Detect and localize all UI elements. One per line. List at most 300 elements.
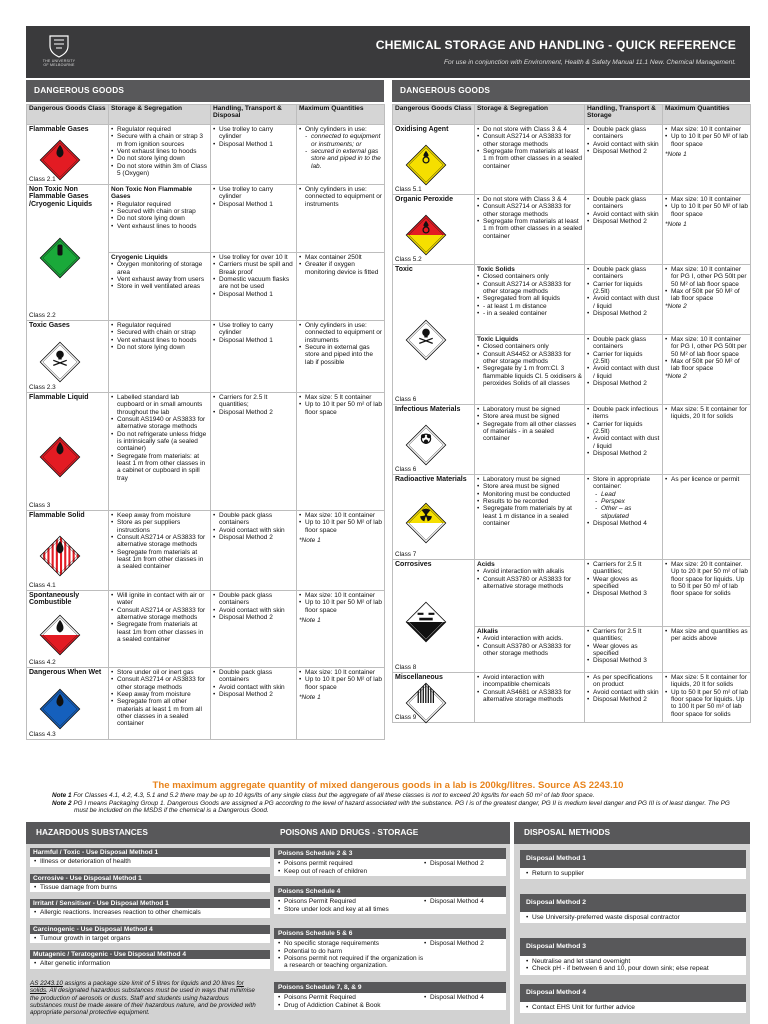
class-name: Spontaneously Combustible (29, 592, 80, 607)
table-cell (663, 560, 751, 627)
list-item: • Will ignite in contact with air or water (111, 592, 208, 607)
table-row (27, 125, 385, 185)
list-item: • Consult AS2714 or AS3833 for other storage methods (477, 133, 582, 148)
class-cell (27, 591, 109, 668)
class-name: Toxic Gases (29, 322, 70, 329)
bullet-list (587, 126, 660, 155)
list-item: • Illness or deterioration of health (34, 858, 278, 865)
poison-item (274, 928, 506, 971)
list-item: • Consult AS3780 or AS3833 for alternative storage methods (477, 576, 582, 591)
spontaneously-combustible-diamond (39, 614, 81, 656)
flammable-gas-diamond (39, 139, 81, 181)
table-row (27, 668, 385, 740)
list-item: - secured in external gas store and piped in to the lab. (305, 148, 382, 170)
list-item: • Secured with chain or strap (111, 329, 208, 336)
list-item: • Do not store within 3m of Class 5 (Oxygen) (111, 163, 208, 178)
list-item: • Double pack glass containers (587, 336, 660, 351)
table-cell (475, 475, 585, 560)
footnotes (52, 792, 742, 815)
list-item: • Consult AS4452 or AS3833 for other storage methods (477, 351, 582, 366)
list-item: • Store as per suppliers instructions (111, 519, 208, 534)
bullet-list (111, 322, 208, 351)
bullet-list (477, 568, 582, 590)
bullet-list (213, 512, 294, 541)
table-cell (211, 668, 297, 740)
poison-item-body (274, 939, 506, 970)
disposal-method-body (520, 868, 746, 879)
bullet-list (213, 394, 294, 416)
list-item: • Avoid contact with dust / liquid (587, 435, 660, 450)
disposal-ref (424, 994, 484, 1001)
list-item: - connected to equipment or instruments; or (305, 133, 382, 148)
list-item: • Segregate by 1 m from:Cl. 3 flammable liquids Cl. 5 oxidisers & peroxides Solids of all classes (477, 365, 582, 387)
list-item: • Avoid contact with skin (587, 689, 660, 696)
hazard-item-title: Carcinogenic - Use Disposal Method 4 (30, 925, 281, 934)
list-item: • Store area must be signed (477, 483, 582, 490)
poison-item (274, 886, 506, 914)
column-header: Handling, Transport & Disposal (211, 105, 297, 125)
class-name: Dangerous When Wet (29, 669, 102, 676)
list-item: • Double pack glass containers (213, 592, 294, 607)
hazard-item-body (30, 883, 281, 892)
table-cell (211, 511, 297, 591)
hazard-item-body (30, 959, 281, 968)
list-item: • Vent exhaust lines to hoods (111, 337, 208, 344)
list-item: • Results to be recorded (477, 498, 582, 505)
column-header: Maximum Quantities (663, 105, 751, 125)
as2243-link[interactable]: AS 2243.10 (30, 980, 63, 987)
column-header: Storage & Segregation (109, 105, 211, 125)
list-item: • Neutralise and let stand overnight (526, 958, 742, 965)
hazard-item (30, 925, 281, 944)
bullet-list (665, 196, 748, 218)
poison-item-body (274, 897, 506, 914)
list-item: • Use trolley to carry cylinder (213, 322, 294, 337)
class-number: Class 6 (395, 395, 417, 403)
list-item: • Segregate from materials at least 1m from other classes in a sealed container (111, 549, 208, 571)
list-item: • Carriers must be spill and Break proof (213, 261, 294, 276)
list-item: • Keep out of reach of children (278, 868, 426, 875)
list-item: • Disposal Method 2 (424, 860, 484, 867)
list-item: • Disposal Method 2 (587, 380, 660, 387)
right-dangerous-goods-table (392, 104, 751, 723)
list-item: • Secure with a chain or strap 3 m from ignition sources (111, 133, 208, 148)
table-cell (297, 253, 385, 321)
disposal-method (520, 984, 746, 1013)
list-item: • Avoid contact with skin (587, 141, 660, 148)
list-item: • Disposal Method 2 (213, 614, 294, 621)
bullet-list (34, 960, 278, 967)
note-ref: *Note 1 (299, 694, 321, 702)
bullet-list (213, 186, 294, 208)
list-item: • Max size: 10 lt container (299, 592, 382, 599)
list-item: • Store in appropriate container: (587, 476, 660, 491)
list-item: • Return to supplier (526, 870, 742, 877)
bullet-list (299, 592, 382, 614)
class-cell (393, 125, 475, 195)
list-item: • Poisons permit required (278, 860, 426, 867)
toxic-diamond (405, 319, 447, 361)
class-name: Flammable Solid (29, 512, 85, 519)
bullet-list (587, 406, 660, 457)
column-header: Storage & Segregation (475, 105, 585, 125)
table-cell (585, 335, 663, 405)
bullet-list (299, 669, 382, 691)
bullet-list (111, 201, 208, 230)
bullet-list (213, 669, 294, 698)
table-cell (663, 125, 751, 195)
list-item: • Segregate from all other materials at least 1 m from all other classes in a sealed container (111, 698, 208, 727)
column-header: Handling, Transport & Storage (585, 105, 663, 125)
list-item: • Avoid interaction with alkalis (477, 568, 582, 575)
table-row (27, 321, 385, 393)
list-item: • Oxygen monitoring of storage area (111, 261, 208, 276)
list-item: • Wear gloves as specified (587, 576, 660, 591)
list-item: • Avoid contact with dust / liquid (587, 365, 660, 380)
class-number: Class 4.3 (29, 730, 56, 738)
bullet-list (477, 196, 582, 240)
bullet-list (477, 126, 582, 170)
list-item: • Vent exhaust lines to hoods (111, 223, 208, 230)
list-item: • Potential to do harm (278, 948, 426, 955)
table-row (27, 591, 385, 668)
column-header: Dangerous Goods Class (27, 105, 109, 125)
list-item: • Segregate from materials by at least 1 m distance in a sealed container (477, 505, 582, 527)
poisons-drugs-title: POISONS AND DRUGS - STORAGE (270, 822, 510, 844)
list-item: • Double pack glass containers (213, 669, 294, 684)
class-name: Organic Peroxide (395, 196, 453, 203)
list-item: • Disposal Method 4 (587, 520, 660, 527)
list-item: • Avoid contact with skin (587, 211, 660, 218)
list-item: • Keep away from moisture (111, 512, 208, 519)
list-item: • Consult AS2714 or AS3833 for other storage methods (111, 676, 208, 691)
list-item: • Store under lock and key at all times (278, 906, 426, 913)
list-item: • Use trolley to carry cylinder (213, 126, 294, 141)
list-item: • Poisons Permit Required (278, 898, 426, 905)
flammable-solid-diamond (39, 535, 81, 577)
list-item: • Max size: 10 lt container for PG I, other PG 50lt per 50 M² of lab floor space (665, 336, 748, 358)
table-cell (663, 195, 751, 265)
list-item: • Max size: 20 lt container. Up to 20 lt per 50 m² of lab floor space for liquids. Up to 50 lt per 50 m² of lab floor space for solids (665, 561, 748, 598)
table-cell (663, 673, 751, 723)
sub-heading: Alkalis (477, 628, 498, 635)
list-item: • Do not store with Class 3 & 4 (477, 126, 582, 133)
class-name: Oxidising Agent (395, 126, 449, 133)
sub-heading: Toxic Liquids (477, 336, 519, 343)
toxic-gas-diamond (39, 341, 81, 383)
table-row (393, 475, 751, 560)
table-cell (109, 668, 211, 740)
poison-item-title: Poisons Schedule 5 & 6 (274, 928, 506, 939)
list-item: • Carriers for 2.5 lt quantities; (587, 628, 660, 643)
class-cell (393, 475, 475, 560)
hazard-item-body (30, 934, 281, 943)
list-item: • Domestic vacuum flasks are not be used (213, 276, 294, 291)
list-item: • Up to 10 lt per 50 M² of lab floor space (665, 133, 748, 148)
list-item: • Secured with chain or strap (111, 208, 208, 215)
list-item: • Closed containers only (477, 343, 582, 350)
disposal-method-title: Disposal Method 4 (520, 984, 746, 1002)
list-item: • Keep away from moisture (111, 691, 208, 698)
list-item: • Laboratory must be signed (477, 476, 582, 483)
table-cell (109, 321, 211, 393)
list-item: • Carrier for liquids (2.5lt) (587, 421, 660, 436)
list-item: • Do not refrigerate unless fridge is intrinsically safe (a sealed container) (111, 431, 208, 453)
list-item: • Consult AS4681 or AS3833 for alternative storage methods (477, 689, 582, 704)
list-item: • Secure in external gas store and piped into the lab if possible (299, 344, 382, 366)
class-name: Radioactive Materials (395, 476, 467, 483)
hazard-item-title: Corrosive - Use Disposal Method 1 (30, 874, 281, 883)
bullet-list (665, 561, 748, 598)
bullet-list (526, 1004, 742, 1011)
table-cell (211, 185, 297, 253)
class-number: Class 6 (395, 465, 417, 473)
class-cell (27, 321, 109, 393)
disposal-method (520, 938, 746, 975)
bullet-list (477, 343, 582, 387)
bullet-list (587, 520, 660, 527)
table-cell (663, 405, 751, 475)
list-item: • Carrier for liquids (2.5lt) (587, 281, 660, 296)
table-row (393, 125, 751, 195)
table-cell (475, 125, 585, 195)
list-item: • Use University-preferred waste disposal contractor (526, 914, 742, 921)
list-item: • Monitoring must be conducted (477, 491, 582, 498)
hazard-item-body (30, 908, 281, 917)
list-item: • Double pack glass containers (587, 266, 660, 281)
bullet-list (587, 561, 660, 598)
list-item: • Disposal Method 1 (213, 291, 294, 298)
list-item: • Up to 10 lt per 50 m² of lab floor space (299, 401, 382, 416)
list-item: • Use trolley for over 10 lt (213, 254, 294, 261)
list-item: • Double pack glass containers (587, 196, 660, 211)
table-row (27, 393, 385, 511)
list-item: • Check pH - if between 6 and 10, pour down sink; else repeat (526, 965, 742, 972)
table-cell (211, 125, 297, 185)
class-number: Class 7 (395, 550, 417, 558)
list-item: • Disposal Method 3 (587, 657, 660, 664)
list-item: • Carriers for 2.5 lt quantities; (587, 561, 660, 576)
list-item: • Segregate from all other classes of materials - in a sealed container (477, 421, 582, 443)
list-item: • Max size: 10 lt container for PG I, other PG 50lt per 50 M² of lab floor space (665, 266, 748, 288)
note-ref: *Note 1 (299, 537, 321, 545)
list-item: • Avoid contact with skin (213, 684, 294, 691)
class-number: Class 4.2 (29, 658, 56, 666)
table-cell (475, 627, 585, 673)
list-item: • Segregated from all liquids (477, 295, 582, 302)
disposal-method-body (520, 1002, 746, 1013)
bullet-list (477, 674, 582, 703)
list-item: • Drug of Addiction Cabinet & Book (278, 1002, 426, 1009)
bullet-list (587, 336, 660, 387)
table-cell (585, 265, 663, 335)
list-item: • Up to 10 lt per 50 M² of lab floor space (299, 519, 382, 534)
table-cell (585, 405, 663, 475)
poison-item-body (274, 993, 506, 1010)
class-cell (27, 185, 109, 321)
list-item: • Allergic reactions. Increases reaction to other chemicals (34, 909, 278, 916)
list-item: • Consult AS2714 or AS3833 for other storage methods (477, 281, 582, 296)
list-item: • - at least 1 m distance (477, 303, 582, 310)
class-number: Class 3 (29, 501, 51, 509)
poison-item (274, 982, 506, 1010)
list-item: • Max size: 5 lt container for liquids, 20 lt for solids (665, 674, 748, 689)
bullet-list (665, 126, 748, 148)
non-flammable-gas-diamond (39, 237, 81, 279)
list-item: • Max size: 10 lt container (665, 126, 748, 133)
bullet-list (34, 858, 278, 865)
bullet-list (477, 476, 582, 527)
class-cell (27, 125, 109, 185)
list-item: • Disposal Method 1 (213, 201, 294, 208)
hazard-item (30, 848, 281, 867)
table-cell (211, 591, 297, 668)
list-item: • Segregate from materials: at least 1 m from other classes in a cabinet or cupboard in spill tray (111, 453, 208, 482)
disposal-methods-title: DISPOSAL METHODS (514, 822, 750, 844)
list-item: • Tumour growth in target organs (34, 935, 278, 942)
bullet-list (34, 884, 278, 891)
list-item: • Greater if oxygen monitoring device is fitted (299, 261, 382, 276)
list-item: • Closed containers only (477, 273, 582, 280)
poison-item-body (274, 859, 506, 876)
hazard-item-title: Mutagenic / Teratogenic - Use Disposal Method 4 (30, 950, 281, 959)
list-item: - Perspex (595, 498, 660, 505)
list-item: • Vent exhaust away from users (111, 276, 208, 283)
table-cell (585, 125, 663, 195)
table-cell (211, 393, 297, 511)
class-cell (393, 560, 475, 673)
class-cell (393, 673, 475, 723)
table-cell (475, 335, 585, 405)
bullet-list (477, 273, 582, 317)
bullet-list (424, 940, 484, 947)
table-cell (475, 265, 585, 335)
class-number: Class 2.1 (29, 175, 56, 183)
left-dangerous-goods-table (26, 104, 385, 740)
list-item: • Tissue damage from burns (34, 884, 278, 891)
dangerous-when-wet-diamond (39, 688, 81, 730)
left-section-title: DANGEROUS GOODS (26, 80, 384, 102)
note-ref: *Note 1 (299, 617, 321, 625)
list-item: • Consult AS2714 or AS3833 for alternative storage methods (111, 534, 208, 549)
list-item: • Avoid contact with skin (213, 527, 294, 534)
bullet-list (587, 266, 660, 317)
class-number: Class 4.1 (29, 581, 56, 589)
list-item: • Poisons Permit Required (278, 994, 426, 1001)
sub-heading: Non Toxic Non Flammable Gases (111, 186, 193, 201)
table-cell (109, 185, 211, 253)
table-row (27, 511, 385, 591)
list-item: • Carriers for 2.5 lt quantities; (213, 394, 294, 409)
table-header-row (27, 105, 385, 125)
note-ref: *Note 1 (665, 151, 687, 159)
list-item: • Poisons permit not required if the organization is a research or teaching organization. (278, 955, 426, 970)
list-item: - Other – as stipulated (595, 505, 660, 520)
list-item: • Regulator required (111, 201, 208, 208)
table-cell (109, 393, 211, 511)
list-item: • Store area must be signed (477, 413, 582, 420)
note-ref: *Note 1 (665, 221, 687, 229)
bullet-list (587, 628, 660, 665)
oxidising-agent-diamond (405, 144, 447, 186)
list-item: • Max of 50lt per 50 M² of lab floor space (665, 288, 748, 303)
class-number: Class 2.2 (29, 311, 56, 319)
corrosive-diamond (405, 601, 447, 643)
table-header-row (393, 105, 751, 125)
bullet-list (213, 592, 294, 621)
list-item: • Disposal Method 2 (424, 940, 484, 947)
bullet-list (213, 322, 294, 344)
list-item: • Max size: 5 lt container for liquids, 20 lt for solids (665, 406, 748, 421)
table-cell (297, 321, 385, 393)
list-item: • Double pack glass containers (587, 126, 660, 141)
bullet-list (278, 898, 426, 913)
bullet-list (299, 512, 382, 534)
as2243-footer-text: AS 2243.10 assigns a package size limit of 5 litres for liquids and 20 litres for solids. All designated hazardous substances must be used in ways that minimise the production of aerosols or dusts. Staff and students using hazardous substances must be made aware of their hazardous nature, and be provided with appropriate personal protective equipment. (30, 980, 256, 1017)
university-logo (40, 34, 78, 67)
table-row (393, 405, 751, 475)
table-cell (585, 560, 663, 627)
table-cell (663, 475, 751, 560)
disposal-method-title: Disposal Method 3 (520, 938, 746, 956)
bullet-list (299, 126, 382, 133)
bullet-list (665, 406, 748, 421)
disposal-ref (424, 940, 484, 947)
poison-item-title: Poisons Schedule 7, 8, & 9 (274, 982, 506, 993)
class-cell (27, 511, 109, 591)
bullet-list (526, 914, 742, 921)
class-name: Flammable Gases (29, 126, 89, 133)
bullet-list (665, 628, 748, 643)
bullet-list (278, 994, 426, 1009)
table-cell (475, 405, 585, 475)
list-item: • Max size: 10 lt container (299, 669, 382, 676)
sub-heading: Toxic Solids (477, 266, 515, 273)
list-item: • Carrier for liquids (2.5lt) (587, 351, 660, 366)
class-number: Class 8 (395, 663, 417, 671)
disposal-method (520, 850, 746, 879)
list-item: • Avoid contact with dust / liquid (587, 295, 660, 310)
bullet-list (111, 394, 208, 482)
list-item: • Vent exhaust lines to hoods (111, 148, 208, 155)
list-item: • Avoid contact with skin (213, 607, 294, 614)
bullet-list (477, 635, 582, 657)
hazard-item (30, 899, 281, 918)
class-cell (27, 393, 109, 511)
header-bar (26, 26, 750, 78)
table-cell (475, 560, 585, 627)
list-item: • Regulator required (111, 322, 208, 329)
disposal-method (520, 894, 746, 923)
list-item: • Wear gloves as specified (587, 643, 660, 658)
list-item: • Avoid interaction with incompatible chemicals (477, 674, 582, 689)
class-number: Class 9 (395, 713, 417, 721)
list-item: • Double pack infectious items (587, 406, 660, 421)
list-item: • Store under oil or inert gas (111, 669, 208, 676)
note-ref: *Note 2 (665, 372, 687, 380)
table-cell (297, 591, 385, 668)
bullet-list (111, 512, 208, 571)
list-item: • - in a sealed container (477, 310, 582, 317)
table-cell (475, 195, 585, 265)
list-item: • Consult AS2714 or AS3833 for other storage methods (477, 203, 582, 218)
table-row (393, 673, 751, 723)
list-item: • Store in well ventilated areas (111, 283, 208, 290)
bullet-list (424, 994, 484, 1001)
table-cell (585, 195, 663, 265)
note-1: Note 1 For Classes 4.1, 4.2, 4.3, 5.1 and 5.2 there may be up to 10 kgs/lts of any single class but the aggregate of all these classes is not to exceed 20 kgs/lts for each 50 m² of lab floor space. (52, 792, 595, 799)
class-name: Non Toxic Non Flammable Gases /Cryogenic Liquids (29, 186, 93, 208)
